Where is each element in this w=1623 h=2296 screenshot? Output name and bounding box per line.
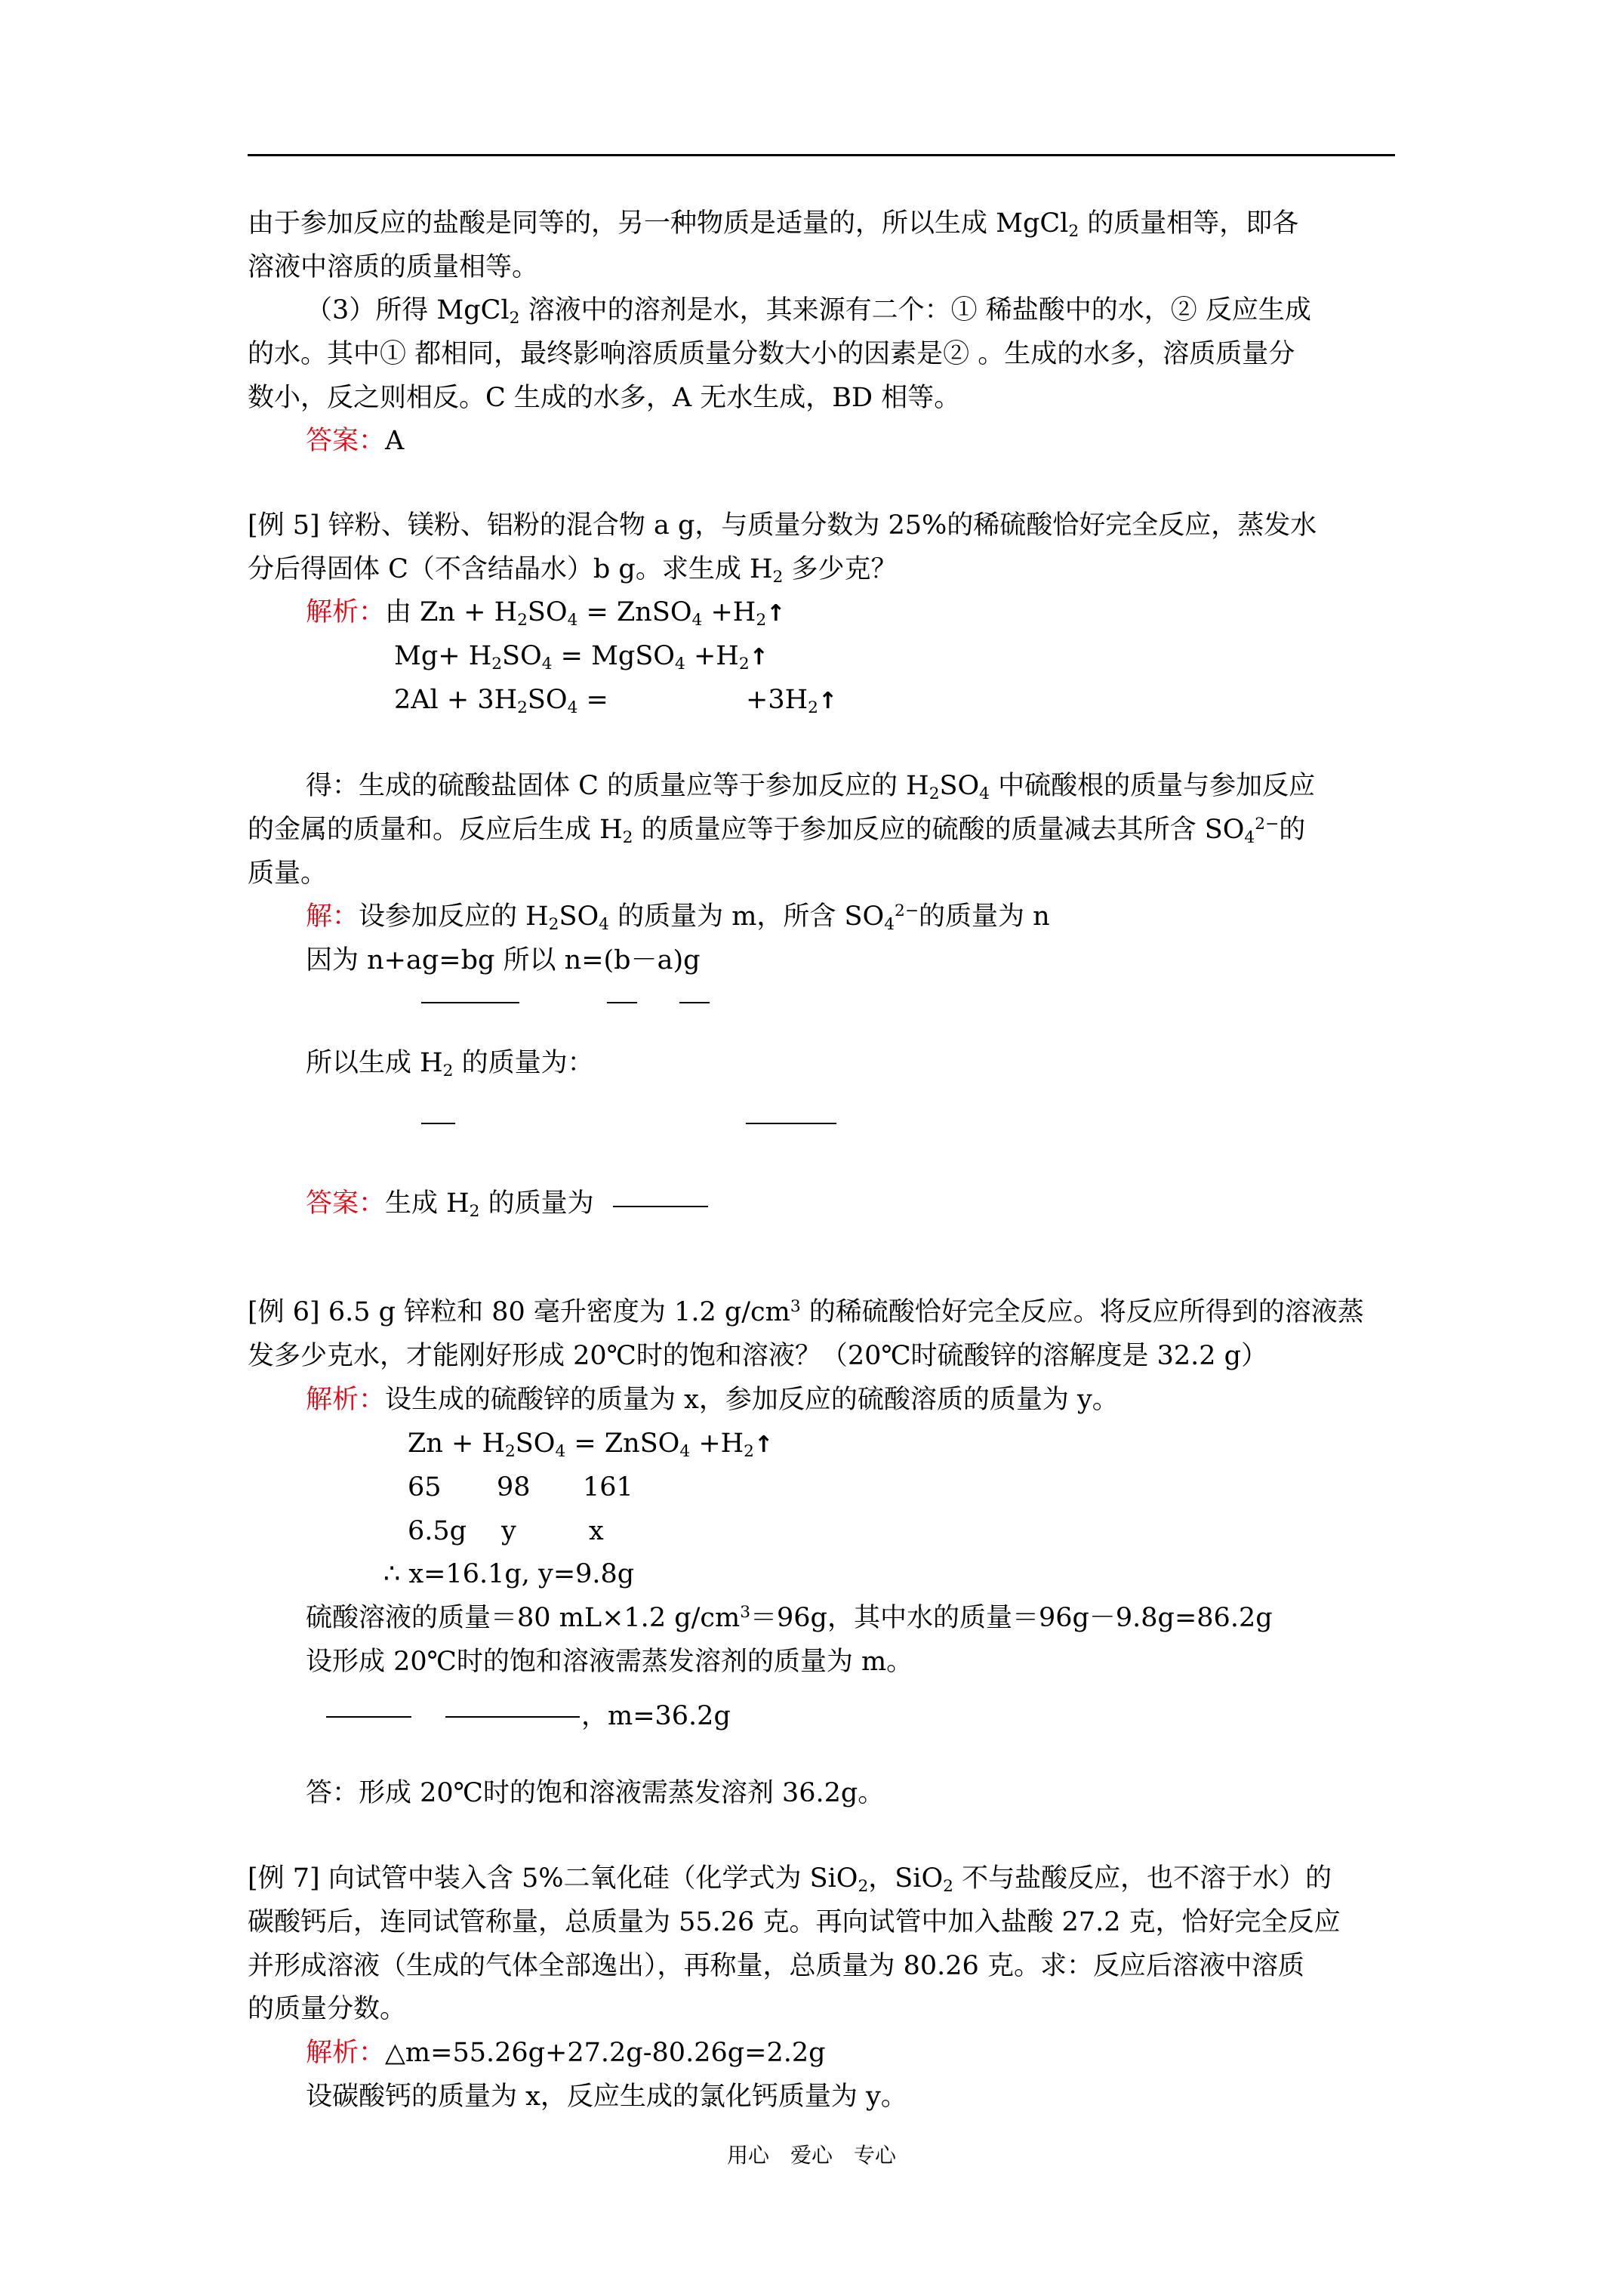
analysis-label: 解析：: [306, 2038, 386, 2068]
analysis-label: 解析：: [306, 1385, 386, 1415]
footer-word: 用心: [726, 2143, 769, 2168]
gas-arrow-icon: ↑: [766, 600, 786, 627]
example-5-question: 分后得固体 C（不含结晶水）b g。求生成 $H_2$ 多少克？: [248, 554, 898, 587]
quantity-value: 6.5g: [408, 1516, 467, 1546]
equation-line: 解析：由 $Zn + H_2SO_4$ = ZnSO$_4$ $+H_2↑$: [306, 597, 786, 630]
example-5-question: [例 5] 锌粉、镁粉、铝粉的混合物 a g，与质量分数为 25%的稀硫酸恰好完全反应，蒸发水: [248, 510, 1317, 541]
paragraph-line: 的水。其中① 都相同，最终影响溶质质量分数大小的因素是② 。生成的水多，溶质质量分: [248, 339, 1295, 369]
fraction-bar: [421, 1123, 455, 1124]
paragraph-line: （3）所得 MgCl$_2$ 溶液中的溶剂是水，其来源有二个：① 稀盐酸中的水，② 反应生成: [306, 295, 1311, 328]
answer-label: 答案：: [306, 1188, 386, 1219]
fraction-bar: [326, 1716, 411, 1718]
analysis-label: 解析：: [306, 597, 386, 627]
analysis-line: 设碳酸钙的质量为 x，反应生成的氯化钙质量为 y。: [306, 2082, 907, 2112]
solution-line: 因为 n+ag=bg 所以 n=(b－a)g: [306, 945, 701, 975]
answer-line: 答：形成 20℃时的饱和溶液需蒸发溶剂 36.2g。: [306, 1778, 885, 1808]
answer-line: 答案：生成 $H_2$ 的质量为: [306, 1188, 594, 1222]
footer-word: 专心: [854, 2143, 897, 2168]
example-7-question: 碳酸钙后，连同试管称量，总质量为 55.26 克。再向试管中加入盐酸 27.2 克，恰好完全反应: [248, 1907, 1341, 1937]
molar-mass-value: 65: [408, 1472, 442, 1502]
answer-line: 答案：A: [306, 426, 405, 456]
header-rule: [248, 154, 1395, 156]
fraction-bar: [421, 1002, 519, 1003]
equation-line: $Mg+ H_2SO_4$ = MgSO$_4$ $+H_2↑$: [394, 641, 768, 674]
paragraph-line: 溶液中溶质的质量相等。: [248, 252, 539, 282]
fraction-bar: [746, 1123, 836, 1124]
molar-mass-value: 161: [583, 1472, 633, 1502]
footer-word: 爱心: [790, 2143, 833, 2168]
example-6-question: [例 6] 6.5 g 锌粒和 80 毫升密度为 1.2 $g/cm^3$ 的稀硫酸恰好完全反应。将反应所得到的溶液蒸: [248, 1297, 1364, 1327]
example-7-question: 的质量分数。: [248, 1994, 407, 2024]
equation-line: $Zn + H_2SO_4$ = ZnSO$_4$ $+H_2↑$: [408, 1428, 774, 1462]
paragraph-line: 数小，反之则相反。C 生成的水多，A 无水生成，BD 相等。: [248, 383, 961, 413]
calc-line: 硫酸溶液的质量＝80 mL×1.2 $g/cm^3=96g$，其中水的质量＝96g－9.8g=86.2g: [306, 1603, 1273, 1633]
solution-line: 所以生成 $H_2$ 的质量为：: [306, 1048, 594, 1081]
calc-line: 设形成 20℃时的饱和溶液需蒸发溶剂的质量为 m。: [306, 1647, 913, 1677]
fraction-bar: [613, 1206, 708, 1207]
gas-arrow-icon: ↑: [818, 688, 838, 714]
solution-line: 解：设参加反应的 $H_2SO_4$ 的质量为 m，所含 $SO_4^{2-}$的质量为 n: [306, 901, 1050, 935]
paragraph-line: 由于参加反应的盐酸是同等的，另一种物质是适量的，所以生成 MgCl$_2$ 的质量相等，即各: [248, 208, 1299, 242]
example-6-question: 发多少克水，才能刚好形成 20℃时的饱和溶液？（20℃时硫酸锌的溶解度是 32.2 g）: [248, 1341, 1268, 1371]
equation-line: $+3H_2↑$: [746, 685, 838, 718]
equation-line: $2Al + 3H_2SO_4$ =: [394, 685, 608, 718]
page-footer: [0, 2143, 1623, 2168]
calc-line: ，m=36.2g: [581, 1701, 731, 1731]
fraction-bar: [445, 1716, 580, 1718]
paragraph-line: 质量。: [248, 858, 328, 889]
molar-mass-value: 98: [497, 1472, 531, 1502]
gas-arrow-icon: ↑: [753, 1432, 774, 1458]
answer-label: 答案：: [306, 426, 386, 456]
paragraph-line: 得：生成的硫酸盐固体 C 的质量应等于参加反应的 $H_2SO_4$ 中硫酸根的质量与参加反应: [306, 771, 1316, 804]
result-line: ∴ x=16.1g, y=9.8g: [383, 1559, 635, 1589]
example-7-question: [例 7] 向试管中装入含 5%二氧化硅（化学式为 SiO$_2$，SiO$_2$ 不与盐酸反应，也不溶于水）的: [248, 1863, 1332, 1897]
gas-arrow-icon: ↑: [749, 644, 768, 670]
analysis-line: 解析：设生成的硫酸锌的质量为 x，参加反应的硫酸溶质的质量为 y。: [306, 1385, 1119, 1415]
quantity-value: y: [501, 1516, 516, 1546]
fraction-bar: [607, 1002, 637, 1003]
solution-label: 解：: [306, 901, 359, 932]
analysis-line: 解析：△m=55.26g+27.2g-80.26g=2.2g: [306, 2038, 826, 2068]
quantity-value: x: [589, 1516, 604, 1546]
example-7-question: 并形成溶液（生成的气体全部逸出），再称量，总质量为 80.26 克。求：反应后溶液中溶质: [248, 1951, 1304, 1981]
fraction-bar: [679, 1002, 710, 1003]
paragraph-line: 的金属的质量和。反应后生成 $H_2$ 的质量应等于参加反应的硫酸的质量减去其所含 $SO_4^{2-}$的: [248, 815, 1306, 848]
